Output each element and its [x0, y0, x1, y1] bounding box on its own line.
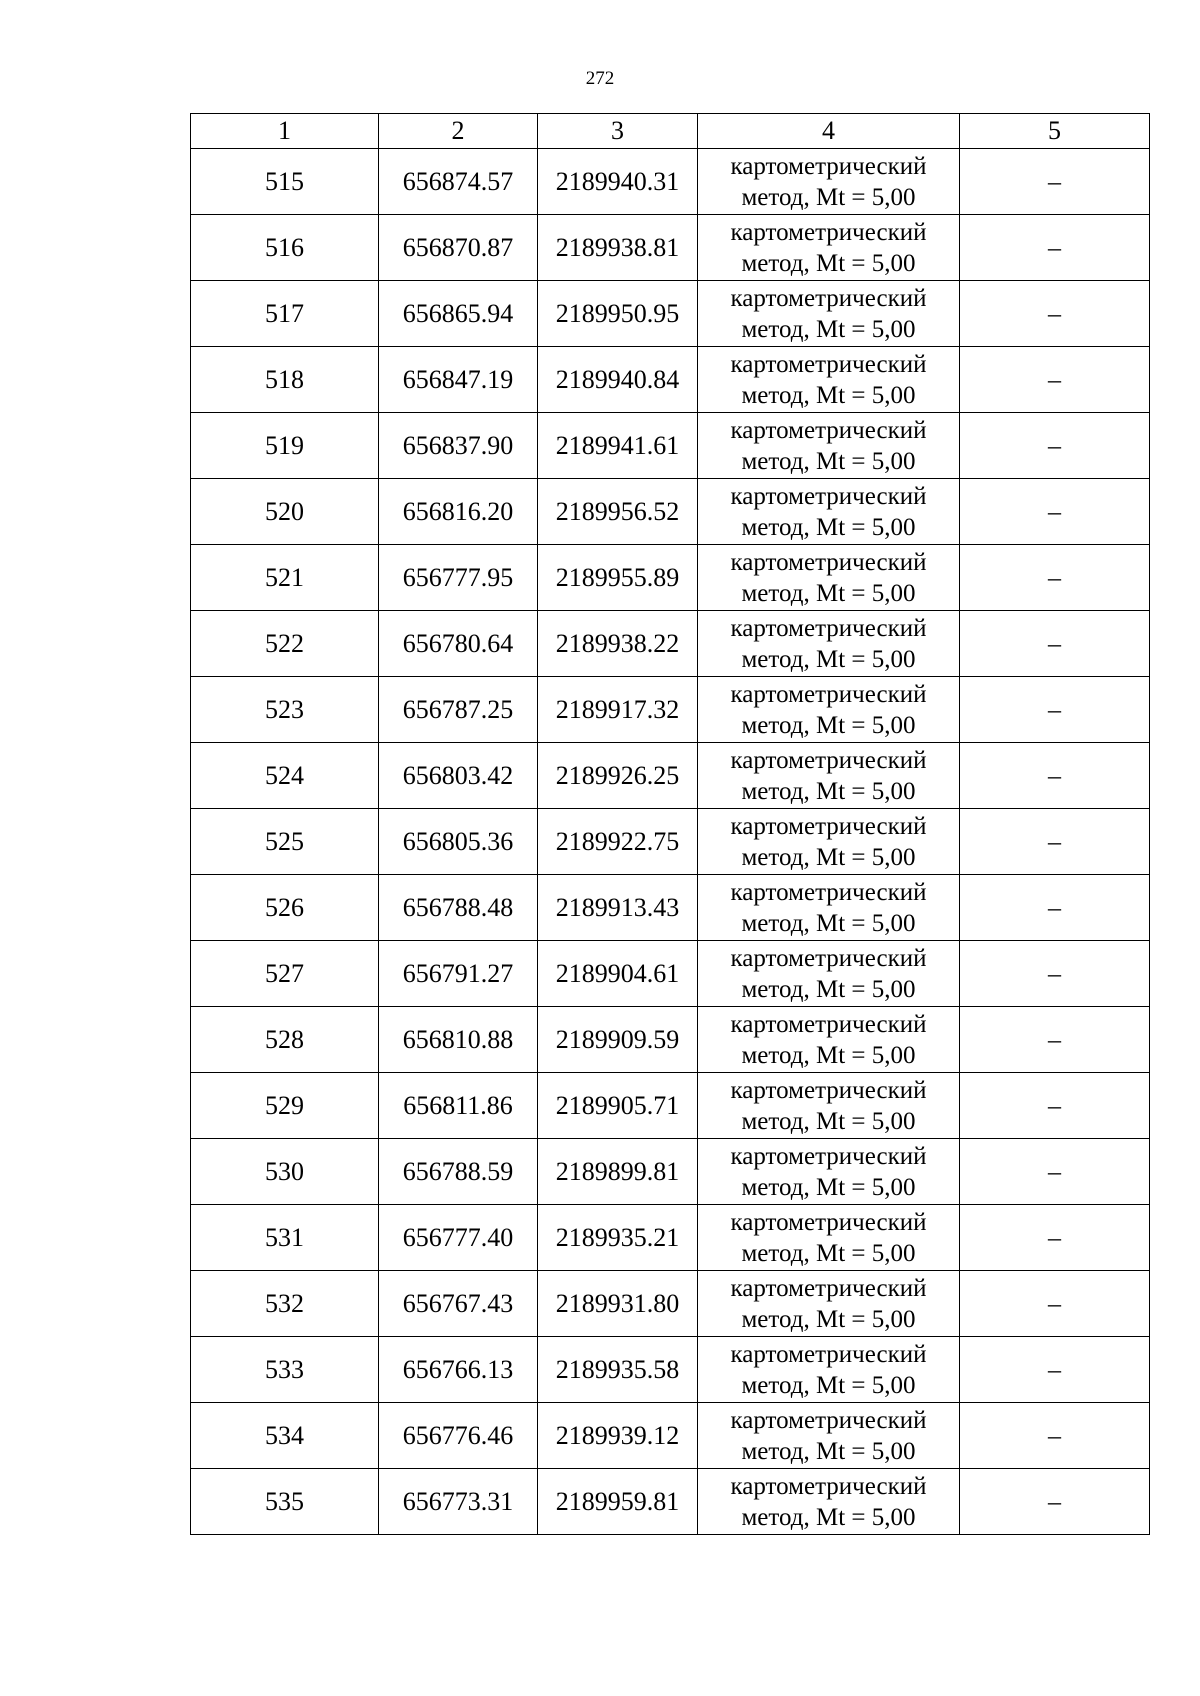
method-line-1: картометрический [730, 1472, 927, 1500]
x-coordinate-cell: 656773.31 [379, 1469, 538, 1535]
x-coordinate-cell: 656837.90 [379, 413, 538, 479]
method-line-1: картометрический [730, 944, 927, 972]
method-cell [698, 215, 960, 281]
y-coordinate-cell: 2189935.58 [538, 1337, 698, 1403]
y-coordinate-cell: 2189940.84 [538, 347, 698, 413]
y-coordinate-cell: 2189941.61 [538, 413, 698, 479]
x-coordinate-cell: 656865.94 [379, 281, 538, 347]
x-coordinate-cell: 656780.64 [379, 611, 538, 677]
y-coordinate-cell: 2189926.25 [538, 743, 698, 809]
x-coordinate-cell: 656788.48 [379, 875, 538, 941]
method-line-1: картометрический [730, 1274, 927, 1302]
method-line-1: картометрический [730, 878, 927, 906]
table-row [191, 215, 1150, 281]
method-cell [698, 941, 960, 1007]
note-cell: – [960, 281, 1150, 347]
y-coordinate-cell: 2189950.95 [538, 281, 698, 347]
method-line-2: метод, Mt = 5,00 [741, 909, 916, 937]
y-coordinate-cell: 2189899.81 [538, 1139, 698, 1205]
x-coordinate-cell: 656766.13 [379, 1337, 538, 1403]
method-line-1: картометрический [730, 548, 927, 576]
point-number-cell: 522 [191, 611, 379, 677]
header-col-1: 1 [191, 114, 379, 149]
x-coordinate-cell: 656870.87 [379, 215, 538, 281]
method-line-2: метод, Mt = 5,00 [741, 1437, 916, 1465]
table-row [191, 479, 1150, 545]
x-coordinate-cell: 656816.20 [379, 479, 538, 545]
note-cell: – [960, 347, 1150, 413]
method-line-1: картометрический [730, 1142, 927, 1170]
method-line-2: метод, Mt = 5,00 [741, 1305, 916, 1333]
method-cell [698, 1007, 960, 1073]
method-line-1: картометрический [730, 350, 927, 378]
point-number-cell: 525 [191, 809, 379, 875]
note-cell: – [960, 1073, 1150, 1139]
method-line-2: метод, Mt = 5,00 [741, 975, 916, 1003]
note-cell: – [960, 1205, 1150, 1271]
note-cell: – [960, 941, 1150, 1007]
note-cell: – [960, 677, 1150, 743]
point-number-cell: 519 [191, 413, 379, 479]
y-coordinate-cell: 2189939.12 [538, 1403, 698, 1469]
method-line-1: картометрический [730, 1340, 927, 1368]
point-number-cell: 534 [191, 1403, 379, 1469]
method-cell [698, 281, 960, 347]
x-coordinate-cell: 656805.36 [379, 809, 538, 875]
note-cell: – [960, 611, 1150, 677]
header-row [191, 114, 1150, 149]
point-number-cell: 528 [191, 1007, 379, 1073]
note-cell: – [960, 1007, 1150, 1073]
method-line-1: картометрический [730, 152, 927, 180]
table-row [191, 1271, 1150, 1337]
note-cell: – [960, 215, 1150, 281]
table-row [191, 743, 1150, 809]
y-coordinate-cell: 2189904.61 [538, 941, 698, 1007]
method-line-2: метод, Mt = 5,00 [741, 1371, 916, 1399]
note-cell: – [960, 1469, 1150, 1535]
note-cell: – [960, 743, 1150, 809]
method-cell [698, 1337, 960, 1403]
method-line-2: метод, Mt = 5,00 [741, 381, 916, 409]
x-coordinate-cell: 656788.59 [379, 1139, 538, 1205]
x-coordinate-cell: 656803.42 [379, 743, 538, 809]
table-body [191, 149, 1150, 1535]
header-col-4: 4 [698, 114, 960, 149]
method-line-1: картометрический [730, 218, 927, 246]
table-row [191, 1139, 1150, 1205]
note-cell: – [960, 1403, 1150, 1469]
table-row [191, 1205, 1150, 1271]
point-number-cell: 516 [191, 215, 379, 281]
x-coordinate-cell: 656791.27 [379, 941, 538, 1007]
table-row [191, 1469, 1150, 1535]
y-coordinate-cell: 2189917.32 [538, 677, 698, 743]
method-line-1: картометрический [730, 1406, 927, 1434]
point-number-cell: 518 [191, 347, 379, 413]
y-coordinate-cell: 2189959.81 [538, 1469, 698, 1535]
point-number-cell: 535 [191, 1469, 379, 1535]
table-row [191, 941, 1150, 1007]
method-line-1: картометрический [730, 1010, 927, 1038]
table-header [191, 114, 1150, 149]
coordinates-table [190, 113, 1150, 1535]
method-line-1: картометрический [730, 482, 927, 510]
method-line-2: метод, Mt = 5,00 [741, 513, 916, 541]
point-number-cell: 530 [191, 1139, 379, 1205]
method-line-2: метод, Mt = 5,00 [741, 447, 916, 475]
method-cell [698, 347, 960, 413]
method-line-2: метод, Mt = 5,00 [741, 579, 916, 607]
method-cell [698, 1469, 960, 1535]
x-coordinate-cell: 656777.95 [379, 545, 538, 611]
note-cell: – [960, 149, 1150, 215]
y-coordinate-cell: 2189956.52 [538, 479, 698, 545]
point-number-cell: 533 [191, 1337, 379, 1403]
table-row [191, 1073, 1150, 1139]
note-cell: – [960, 875, 1150, 941]
y-coordinate-cell: 2189938.81 [538, 215, 698, 281]
method-line-1: картометрический [730, 284, 927, 312]
method-line-1: картометрический [730, 416, 927, 444]
x-coordinate-cell: 656777.40 [379, 1205, 538, 1271]
method-line-2: метод, Mt = 5,00 [741, 315, 916, 343]
point-number-cell: 521 [191, 545, 379, 611]
x-coordinate-cell: 656874.57 [379, 149, 538, 215]
method-line-1: картометрический [730, 1076, 927, 1104]
note-cell: – [960, 545, 1150, 611]
y-coordinate-cell: 2189935.21 [538, 1205, 698, 1271]
y-coordinate-cell: 2189955.89 [538, 545, 698, 611]
y-coordinate-cell: 2189940.31 [538, 149, 698, 215]
note-cell: – [960, 1337, 1150, 1403]
x-coordinate-cell: 656767.43 [379, 1271, 538, 1337]
table-row [191, 875, 1150, 941]
x-coordinate-cell: 656776.46 [379, 1403, 538, 1469]
method-line-2: метод, Mt = 5,00 [741, 249, 916, 277]
method-cell [698, 413, 960, 479]
method-line-1: картометрический [730, 1208, 927, 1236]
method-line-2: метод, Mt = 5,00 [741, 1239, 916, 1267]
table-row [191, 809, 1150, 875]
method-cell [698, 1271, 960, 1337]
note-cell: – [960, 479, 1150, 545]
note-cell: – [960, 1139, 1150, 1205]
header-col-5: 5 [960, 114, 1150, 149]
x-coordinate-cell: 656847.19 [379, 347, 538, 413]
point-number-cell: 527 [191, 941, 379, 1007]
method-line-1: картометрический [730, 614, 927, 642]
y-coordinate-cell: 2189913.43 [538, 875, 698, 941]
x-coordinate-cell: 656810.88 [379, 1007, 538, 1073]
point-number-cell: 526 [191, 875, 379, 941]
x-coordinate-cell: 656787.25 [379, 677, 538, 743]
table-row [191, 1337, 1150, 1403]
method-cell [698, 149, 960, 215]
table-row [191, 545, 1150, 611]
method-line-2: метод, Mt = 5,00 [741, 777, 916, 805]
table-row [191, 677, 1150, 743]
method-cell [698, 1139, 960, 1205]
point-number-cell: 523 [191, 677, 379, 743]
method-line-1: картометрический [730, 746, 927, 774]
method-cell [698, 1205, 960, 1271]
method-cell [698, 875, 960, 941]
y-coordinate-cell: 2189938.22 [538, 611, 698, 677]
method-line-2: метод, Mt = 5,00 [741, 711, 916, 739]
table-row [191, 1007, 1150, 1073]
method-line-2: метод, Mt = 5,00 [741, 1503, 916, 1531]
table-row [191, 281, 1150, 347]
table-row [191, 1403, 1150, 1469]
method-cell [698, 809, 960, 875]
note-cell: – [960, 809, 1150, 875]
method-cell [698, 479, 960, 545]
page-number: 272 [585, 68, 615, 89]
method-line-2: метод, Mt = 5,00 [741, 843, 916, 871]
point-number-cell: 531 [191, 1205, 379, 1271]
y-coordinate-cell: 2189931.80 [538, 1271, 698, 1337]
y-coordinate-cell: 2189909.59 [538, 1007, 698, 1073]
header-col-2: 2 [379, 114, 538, 149]
header-col-3: 3 [538, 114, 698, 149]
y-coordinate-cell: 2189922.75 [538, 809, 698, 875]
method-line-1: картометрический [730, 680, 927, 708]
table-row [191, 413, 1150, 479]
method-line-1: картометрический [730, 812, 927, 840]
method-cell [698, 1073, 960, 1139]
table-row [191, 149, 1150, 215]
point-number-cell: 532 [191, 1271, 379, 1337]
point-number-cell: 515 [191, 149, 379, 215]
method-cell [698, 611, 960, 677]
table-row [191, 347, 1150, 413]
point-number-cell: 520 [191, 479, 379, 545]
point-number-cell: 517 [191, 281, 379, 347]
y-coordinate-cell: 2189905.71 [538, 1073, 698, 1139]
point-number-cell: 529 [191, 1073, 379, 1139]
method-line-2: метод, Mt = 5,00 [741, 645, 916, 673]
method-line-2: метод, Mt = 5,00 [741, 1041, 916, 1069]
method-line-2: метод, Mt = 5,00 [741, 1107, 916, 1135]
point-number-cell: 524 [191, 743, 379, 809]
method-cell [698, 743, 960, 809]
table-row [191, 611, 1150, 677]
method-cell [698, 545, 960, 611]
method-line-2: метод, Mt = 5,00 [741, 183, 916, 211]
note-cell: – [960, 1271, 1150, 1337]
method-cell [698, 1403, 960, 1469]
note-cell: – [960, 413, 1150, 479]
x-coordinate-cell: 656811.86 [379, 1073, 538, 1139]
method-cell [698, 677, 960, 743]
method-line-2: метод, Mt = 5,00 [741, 1173, 916, 1201]
